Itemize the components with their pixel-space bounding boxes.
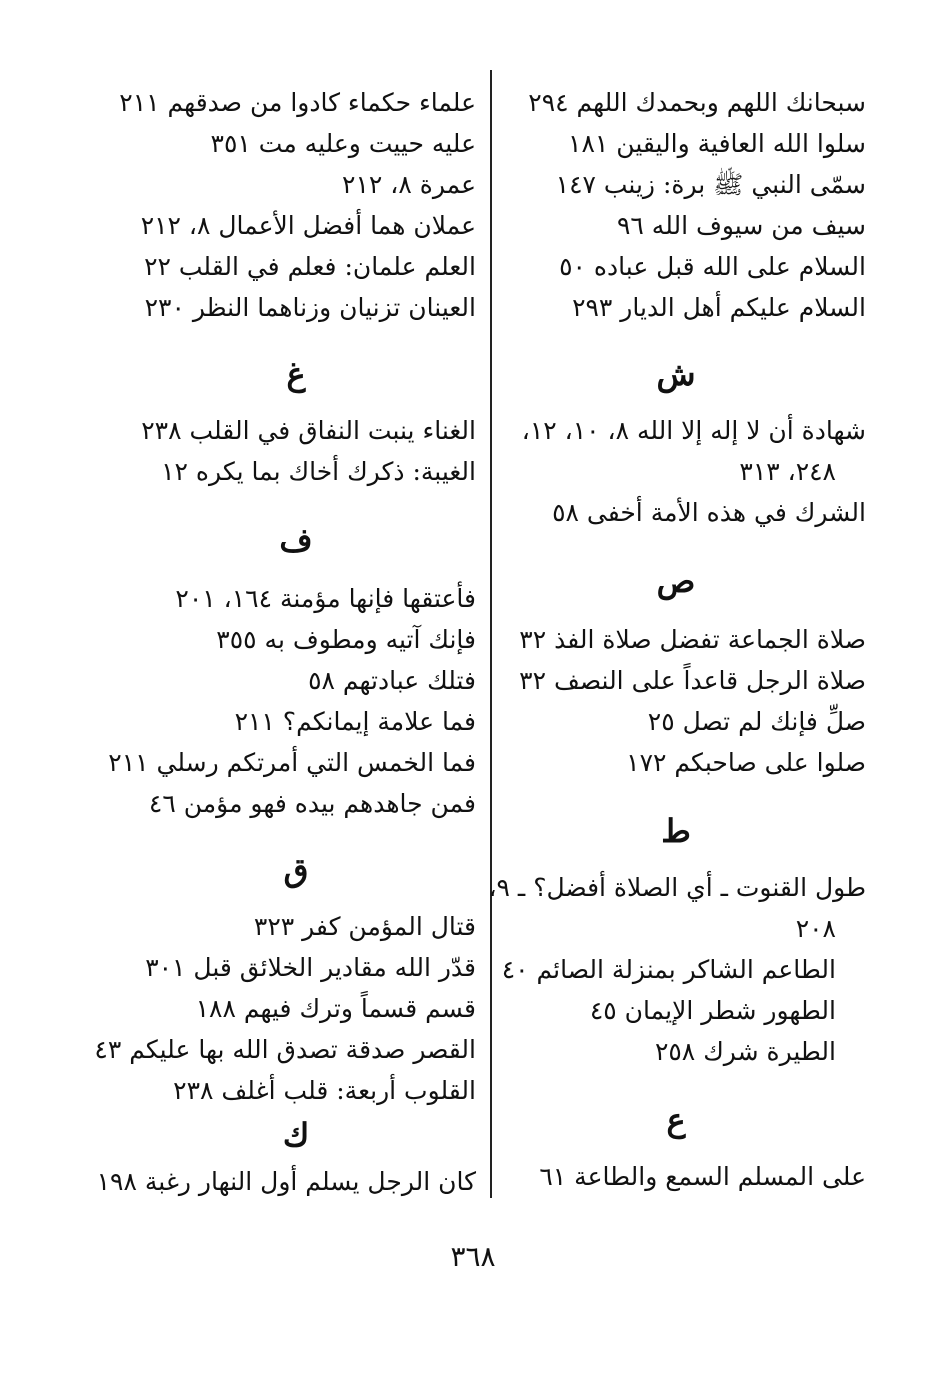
index-entry: الغناء ينبت النفاق في القلب ٢٣٨ — [141, 416, 476, 445]
index-entry: فإنك آتيه ومطوف به ٣٥٥ — [216, 625, 476, 654]
index-entry: العلم علمان: فعلم في القلب ٢٢ — [144, 252, 476, 281]
section-letter-ain: ع — [666, 1101, 686, 1139]
entry-group-f — [108, 578, 476, 824]
entry-group-ain-continued — [116, 82, 476, 328]
index-entry: قتال المؤمن كفر ٣٢٣ — [253, 912, 476, 941]
section-letter-gh: غ — [286, 355, 306, 393]
index-entry: قدّر الله مقادير الخلائق قبل ٣٠١ — [145, 953, 476, 982]
index-entry: سيف من سيوف الله ٩٦ — [616, 211, 866, 240]
index-entry: صلاة الجماعة تفضل صلاة الفذ ٣٢ — [519, 625, 866, 654]
entry-group-sh — [486, 410, 866, 533]
index-entry: فأعتقها فإنها مؤمنة ١٦٤، ٢٠١ — [175, 584, 476, 613]
entry-group-gh — [116, 410, 476, 492]
index-entry: صلوا على صاحبكم ١٧٢ — [626, 748, 866, 777]
index-entry: السلام على الله قبل عباده ٥٠ — [559, 252, 866, 281]
index-entry-continuation: ٢٤٨، ٣١٣ — [739, 457, 836, 486]
index-entry: الطهور شطر الإيمان ٤٥ — [589, 996, 836, 1025]
index-entry: شهادة أن لا إله إلا الله ٨، ١٠، ١٢، — [521, 416, 866, 445]
section-letter-s: ص — [656, 562, 696, 600]
index-entry: عملان هما أفضل الأعمال ٨، ٢١٢ — [140, 211, 476, 240]
index-entry: علماء حكماء كادوا من صدقهم ٢١١ — [119, 88, 476, 117]
index-entry: الغيبة: ذكرك أخاك بما يكره ١٢ — [161, 457, 476, 486]
entry-group-ain — [486, 1156, 866, 1197]
entry-group-k — [96, 1161, 476, 1202]
section-letter-k: ك — [282, 1116, 310, 1154]
index-entry: القلوب أربعة: قلب أغلف ٢٣٨ — [173, 1076, 476, 1105]
index-entry: فتلك عبادتهم ٥٨ — [308, 666, 476, 695]
index-entry: كان الرجل يسلم أول النهار رغبة ١٩٨ — [96, 1167, 476, 1196]
section-letter-q: ق — [283, 851, 309, 889]
section-letter-sh: ش — [656, 355, 696, 393]
index-entry: سلوا الله العافية واليقين ١٨١ — [568, 129, 866, 158]
index-entry: فما علامة إيمانكم؟ ٢١١ — [234, 707, 476, 736]
index-entry: عمرة ٨، ٢١٢ — [342, 170, 476, 199]
entry-group-s-continued — [486, 82, 866, 328]
index-entry: عليه حييت وعليه مت ٣٥١ — [210, 129, 476, 158]
index-entry: الطيرة شرك ٢٥٨ — [654, 1037, 836, 1066]
index-entry: الطاعم الشاكر بمنزلة الصائم ٤٠ — [501, 955, 836, 984]
page-number: ٣٦٨ — [450, 1240, 496, 1273]
index-entry: العينان تزنيان وزناهما النظر ٢٣٠ — [144, 293, 476, 322]
index-entry-continuation: ٢٠٨ — [795, 914, 836, 943]
index-entry: السلام عليكم أهل الديار ٢٩٣ — [572, 293, 866, 322]
entry-group-t — [486, 867, 866, 1072]
index-entry: سمّى النبي ﷺ برة: زينب ١٤٧ — [555, 170, 866, 199]
index-entry: على المسلم السمع والطاعة ٦١ — [539, 1162, 866, 1191]
entry-group-q — [94, 906, 476, 1111]
index-entry: قسم قسماً وترك فيهم ١٨٨ — [195, 994, 476, 1023]
section-letter-t: ط — [661, 812, 691, 850]
index-entry: فمن جاهدهم بيده فهو مؤمن ٤٦ — [148, 789, 476, 818]
right-column — [486, 72, 866, 1197]
index-entry: طول القنوت ـ أي الصلاة أفضل؟ ـ ٩، — [488, 873, 866, 902]
index-entry: صلِّ فإنك لم تصل ٢٥ — [647, 707, 866, 736]
index-entry: صلاة الرجل قاعداً على النصف ٣٢ — [519, 666, 866, 695]
entry-group-s — [486, 619, 866, 783]
index-entry: فما الخمس التي أمرتكم رسلي ٢١١ — [108, 748, 476, 777]
index-entry: سبحانك اللهم وبحمدك اللهم ٢٩٤ — [528, 88, 866, 117]
left-column — [94, 72, 476, 1202]
section-letter-f: ف — [279, 521, 313, 559]
index-entry: الشرك في هذه الأمة أخفى ٥٨ — [552, 498, 866, 527]
index-entry: القصر صدقة تصدق الله بها عليكم ٤٣ — [94, 1035, 476, 1064]
